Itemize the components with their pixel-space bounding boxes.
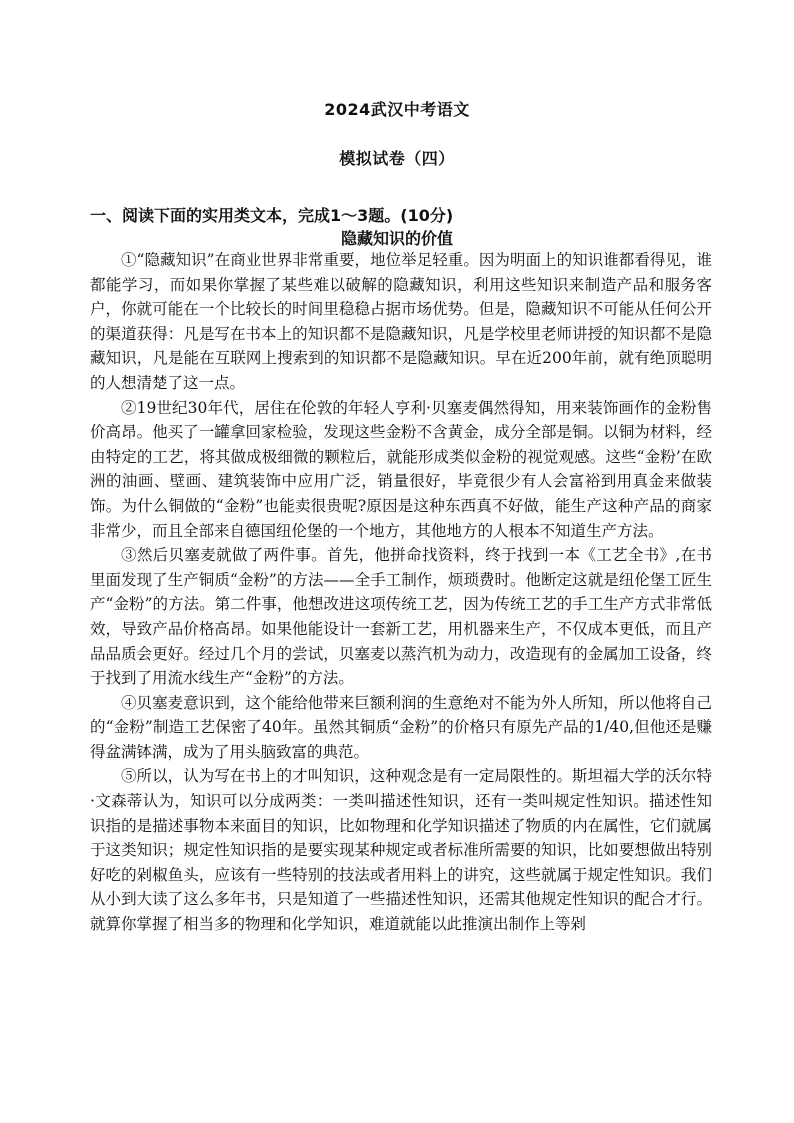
exam-title: 2024武汉中考语文 xyxy=(324,100,470,119)
article-paragraph-2: ②19世纪30年代，居住在伦敦的年轻人亨利·贝塞麦偶然得知，用来装饰画作的金粉售价高昂。他买了一罐拿回家检验，发现这些金粉不含黄金，成分全部是铜。以铜为材料，经由特定的工艺，将其做成极细微的颗粒后，就能形成类似金粉的视觉观感。这些“金粉’在欧洲的油画、壁画、建筑装饰中应用广泛，销量很好，毕竟很少有人会富裕到用真金来做装饰。为什么铜做的“金粉”也能卖很贵呢?原因是这种东西真不好做，能生产这种产品的商家非常少，而且全部来自德国纽伦堡的一个地方，其他地方的人根本不知道生产方法。 xyxy=(90,398,712,540)
article-title: 隐藏知识的价值 xyxy=(340,229,453,248)
section-heading: 一、阅读下面的实用类文本，完成1～3题。(10分) xyxy=(90,206,454,225)
article-paragraph-5: ⑤所以，认为写在书上的才叫知识，这种观念是有一定局限性的。斯坦福大学的沃尔特·文森蒂认为，知识可以分成两类：一类叫描述性知识，还有一类叫规定性知识。描述性知识指的是描述事物本来面目的知识，比如物理和化学知识描述了物质的内在属性，它们就属于这类知识；规定性知识指的是要实现某种规定或者标准所需要的知识，比如要想做出特别好吃的剁椒鱼头，应该有一些特别的技法或者用料上的讲究，这些就属于规定性知识。我们从小到大读了这么多年书，只是知道了一些描述性知识，还需其他规定性知识的配合才行。就算你掌握了相当多的物理和化学知识，难道就能以此推演出制作上等剁 xyxy=(90,767,712,934)
article-paragraph-4: ④贝塞麦意识到，这个能给他带来巨额利润的生意绝对不能为外人所知，所以他将自己的“金粉”制造工艺保密了40年。虽然其铜质“金粉”的价格只有原先产品的1/40,但他还是赚得盆满钵满，成为了用头脑致富的典范。 xyxy=(90,693,712,761)
article-paragraph-3: ③然后贝塞麦就做了两件事。首先，他拼命找资料，终于找到一本《工艺全书》,在书里面发现了生产铜质“金粉”的方法——全手工制作，烦琐费时。他断定这就是纽伦堡工匠生产“金粉”的方法。第二件事，他想改进这项传统工艺，因为传统工艺的手工生产方式非常低效，导致产品价格高昂。如果他能设计一套新工艺，用机器来生产，不仅成本更低，而且产品品质会更好。经过几个月的尝试，贝塞麦以蒸汽机为动力，改造现有的金属加工设备，终于找到了用流水线生产“金粉”的方法。 xyxy=(90,546,712,688)
article-body xyxy=(90,248,712,937)
exam-subtitle: 模拟试卷（四） xyxy=(339,149,455,168)
article-paragraph-1: ①“隐藏知识”在商业世界非常重要，地位举足轻重。因为明面上的知识谁都看得见，谁都能学习，而如果你掌握了某些难以破解的隐藏知识，利用这些知识来制造产品和服务客户，你就可能在一个比较长的时间里稳稳占据市场优势。但是，隐藏知识不可能从任何公开的渠道获得：凡是写在书本上的知识都不是隐藏知识，凡是学校里老师讲授的知识都不是隐藏知识，凡是能在互联网上搜索到的知识都不是隐藏知识。早在近200年前，就有绝顶聪明的人想清楚了这一点。 xyxy=(90,251,712,392)
